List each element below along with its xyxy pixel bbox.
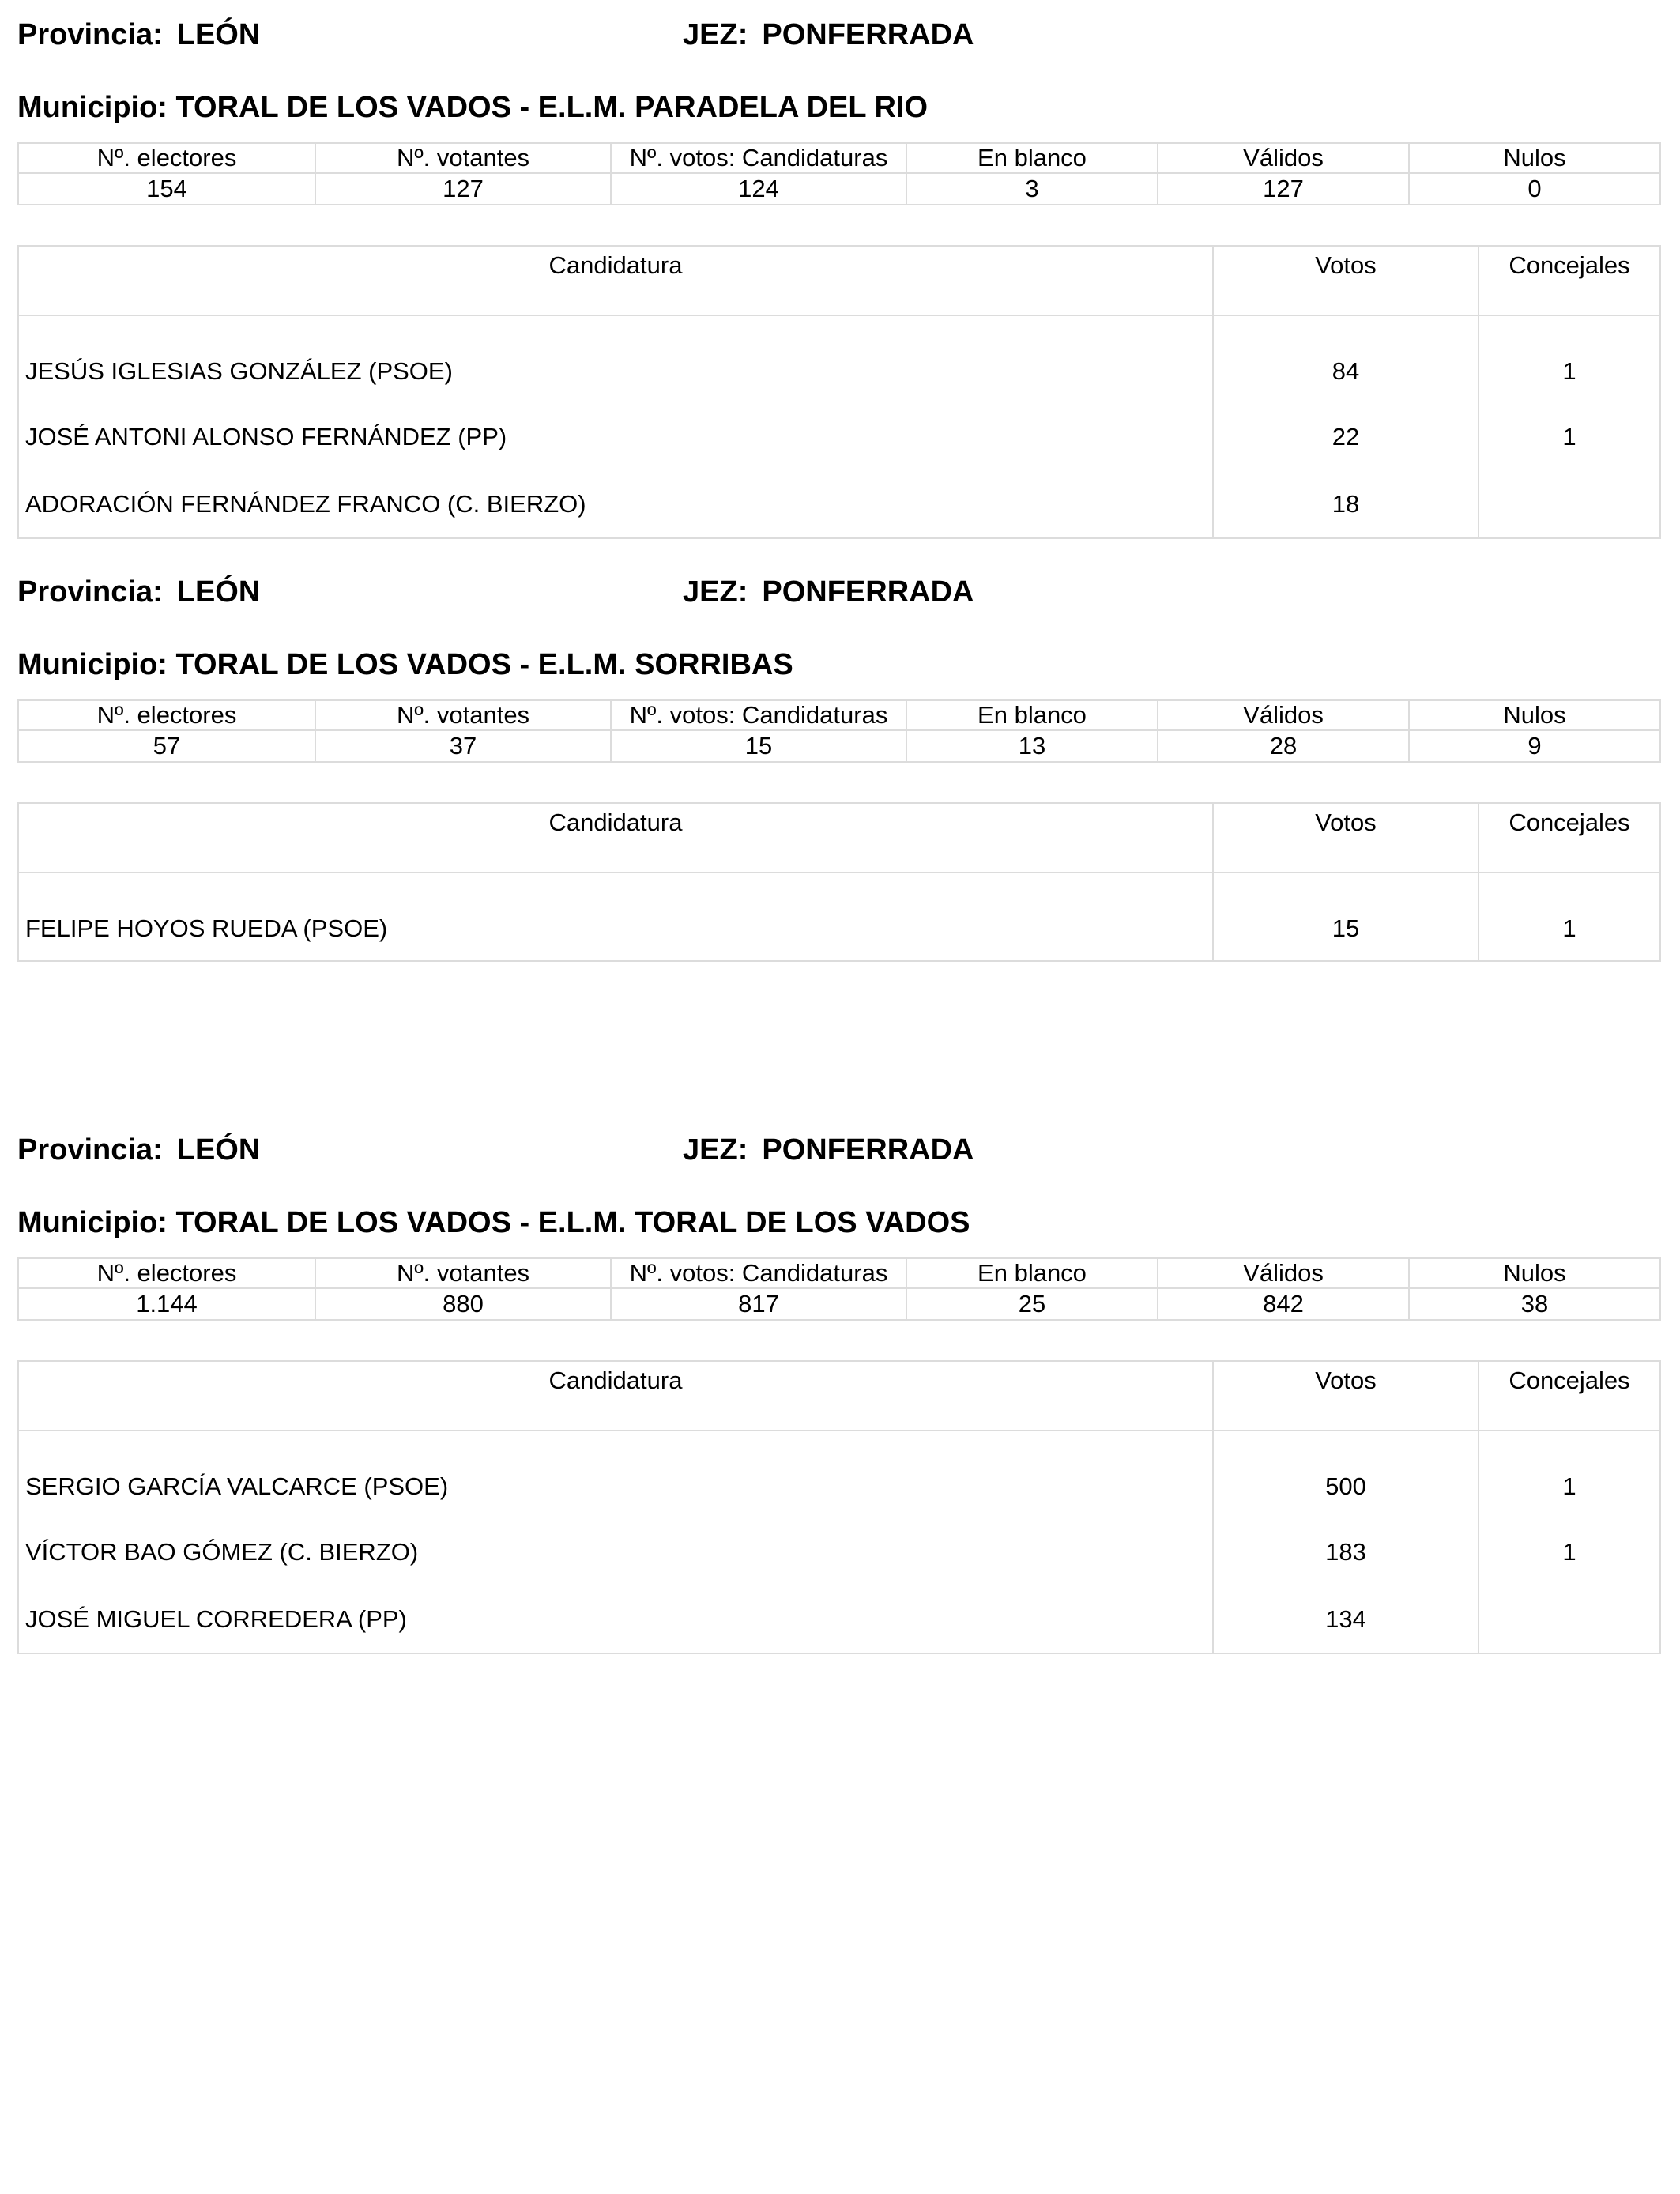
stats-header: Nulos — [1409, 1258, 1660, 1288]
provincia-value: LEÓN — [176, 575, 261, 609]
stats-header: Nº. electores — [18, 700, 315, 730]
candidate-name: VÍCTOR BAO GÓMEZ (C. BIERZO) — [25, 1537, 419, 1566]
jez-value: PONFERRADA — [762, 575, 974, 609]
stats-value: 154 — [18, 173, 315, 205]
candidatura-header: Candidatura — [18, 803, 1213, 873]
stats-header: Nº. votos: Candidaturas — [611, 700, 906, 730]
municipio-line — [17, 1205, 970, 1240]
concejales-header: Concejales — [1478, 803, 1660, 873]
concejales-header: Concejales — [1478, 1361, 1660, 1431]
stats-value: 57 — [18, 730, 315, 762]
stats-value: 15 — [611, 730, 906, 762]
municipio-label: Municipio: — [17, 91, 168, 124]
provincia-line — [17, 575, 260, 609]
provincia-label: Provincia: — [17, 18, 163, 51]
provincia-line — [17, 1133, 260, 1167]
stats-value: 842 — [1158, 1288, 1409, 1320]
stats-value: 124 — [611, 173, 906, 205]
stats-header: Válidos — [1158, 143, 1409, 173]
candidate-seats: 1 — [1478, 1518, 1660, 1585]
stats-header: Nº. votos: Candidaturas — [611, 1258, 906, 1288]
stats-header: Nulos — [1409, 143, 1660, 173]
stats-header: En blanco — [906, 143, 1158, 173]
municipio-label: Municipio: — [17, 648, 168, 681]
candidate-votes: 22 — [1213, 403, 1478, 470]
jez-line — [683, 575, 974, 609]
stats-value: 127 — [1158, 173, 1409, 205]
municipio-value: TORAL DE LOS VADOS - E.L.M. SORRIBAS — [175, 648, 793, 681]
candidate-row — [18, 315, 1660, 403]
candidate-row — [18, 1518, 1660, 1585]
candidate-row — [18, 873, 1660, 961]
municipio-value: TORAL DE LOS VADOS - E.L.M. TORAL DE LOS VADOS — [175, 1206, 970, 1239]
votos-header: Votos — [1213, 1361, 1478, 1431]
votos-header: Votos — [1213, 246, 1478, 315]
candidate-row — [18, 403, 1660, 470]
candidate-votes: 500 — [1213, 1431, 1478, 1518]
concejales-header: Concejales — [1478, 246, 1660, 315]
provincia-value: LEÓN — [176, 18, 261, 51]
stats-header: Nº. electores — [18, 143, 315, 173]
stats-value: 0 — [1409, 173, 1660, 205]
stats-header: Nº. votantes — [315, 700, 611, 730]
stats-value: 13 — [906, 730, 1158, 762]
stats-header: Nº. votantes — [315, 143, 611, 173]
candidate-votes: 183 — [1213, 1518, 1478, 1585]
stats-value: 9 — [1409, 730, 1660, 762]
stats-header: En blanco — [906, 700, 1158, 730]
candidate-votes: 18 — [1213, 470, 1478, 538]
stats-header: Nº. votos: Candidaturas — [611, 143, 906, 173]
votos-header: Votos — [1213, 803, 1478, 873]
candidate-votes: 134 — [1213, 1585, 1478, 1653]
candidate-seats: 1 — [1478, 873, 1660, 961]
stats-header: Nº. electores — [18, 1258, 315, 1288]
stats-table — [17, 1257, 1661, 1321]
candidates-table — [17, 1360, 1661, 1654]
provincia-line — [17, 17, 260, 52]
candidate-seats: 1 — [1478, 315, 1660, 403]
stats-value: 3 — [906, 173, 1158, 205]
provincia-value: LEÓN — [176, 1133, 261, 1167]
municipio-line — [17, 647, 793, 682]
stats-value: 1.144 — [18, 1288, 315, 1320]
candidate-name: JOSÉ MIGUEL CORREDERA (PP) — [25, 1604, 407, 1633]
candidate-row — [18, 470, 1660, 538]
candidates-table — [17, 802, 1661, 962]
jez-label: JEZ: — [683, 18, 748, 51]
candidatura-header: Candidatura — [18, 1361, 1213, 1431]
candidate-name: JESÚS IGLESIAS GONZÁLEZ (PSOE) — [25, 357, 453, 385]
stats-value: 817 — [611, 1288, 906, 1320]
candidate-seats — [1478, 470, 1660, 538]
jez-line — [683, 1133, 974, 1167]
stats-header: Válidos — [1158, 700, 1409, 730]
candidate-name: ADORACIÓN FERNÁNDEZ FRANCO (C. BIERZO) — [25, 489, 586, 518]
stats-value: 37 — [315, 730, 611, 762]
candidatura-header: Candidatura — [18, 246, 1213, 315]
stats-table — [17, 142, 1661, 205]
stats-header: Nº. votantes — [315, 1258, 611, 1288]
jez-label: JEZ: — [683, 1133, 748, 1167]
stats-value: 38 — [1409, 1288, 1660, 1320]
provincia-label: Provincia: — [17, 575, 163, 609]
candidate-row — [18, 1431, 1660, 1518]
candidates-table — [17, 245, 1661, 539]
municipio-label: Municipio: — [17, 1206, 168, 1239]
candidate-name: JOSÉ ANTONI ALONSO FERNÁNDEZ (PP) — [25, 422, 507, 450]
jez-value: PONFERRADA — [762, 18, 974, 51]
candidate-name: FELIPE HOYOS RUEDA (PSOE) — [25, 914, 388, 942]
candidate-votes: 84 — [1213, 315, 1478, 403]
candidate-seats — [1478, 1585, 1660, 1653]
jez-label: JEZ: — [683, 575, 748, 609]
provincia-label: Provincia: — [17, 1133, 163, 1167]
stats-header: Válidos — [1158, 1258, 1409, 1288]
municipio-line — [17, 90, 928, 125]
stats-table — [17, 699, 1661, 763]
stats-header: En blanco — [906, 1258, 1158, 1288]
stats-value: 28 — [1158, 730, 1409, 762]
candidate-row — [18, 1585, 1660, 1653]
stats-value: 127 — [315, 173, 611, 205]
stats-header: Nulos — [1409, 700, 1660, 730]
candidate-seats: 1 — [1478, 1431, 1660, 1518]
jez-line — [683, 17, 974, 52]
municipio-value: TORAL DE LOS VADOS - E.L.M. PARADELA DEL RIO — [175, 91, 928, 124]
stats-value: 25 — [906, 1288, 1158, 1320]
jez-value: PONFERRADA — [762, 1133, 974, 1167]
stats-value: 880 — [315, 1288, 611, 1320]
candidate-seats: 1 — [1478, 403, 1660, 470]
candidate-name: SERGIO GARCÍA VALCARCE (PSOE) — [25, 1472, 449, 1500]
candidate-votes: 15 — [1213, 873, 1478, 961]
